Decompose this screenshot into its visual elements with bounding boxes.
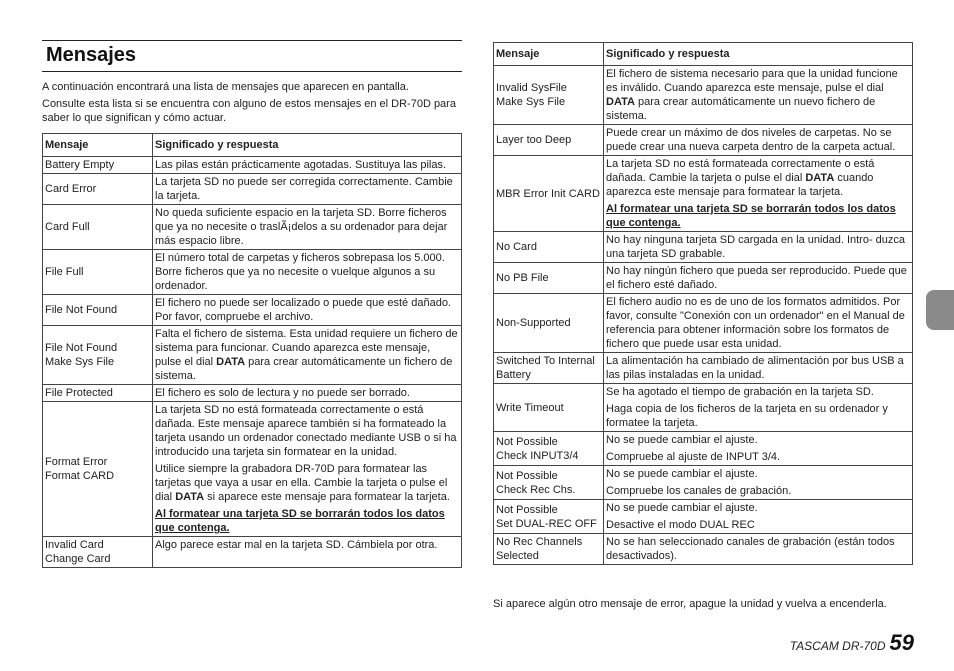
meaning-text: No se puede cambiar el ajuste. [606, 502, 758, 514]
table-row [494, 232, 913, 263]
message-meaning-cell [604, 294, 913, 353]
table-row [43, 157, 462, 174]
meaning-text: Se ha agotado el tiempo de grabación en la tarjeta SD. [606, 386, 874, 398]
meaning-text: si aparece este mensaje para formatear la tarjeta. [204, 491, 450, 503]
meaning-paragraph [155, 386, 459, 400]
meaning-paragraph [155, 206, 459, 248]
message-name-cell [43, 385, 153, 402]
meaning-paragraph [155, 538, 459, 552]
message-name: Not Possible [496, 435, 558, 448]
message-name-cell [494, 156, 604, 232]
table-row [494, 294, 913, 353]
meaning-paragraph [155, 462, 459, 504]
table-header-row [43, 134, 462, 157]
meaning-paragraph [606, 67, 910, 123]
meaning-paragraph [606, 233, 910, 261]
message-name: Check INPUT3/4 [496, 449, 579, 462]
message-name: Invalid SysFile [496, 82, 567, 94]
message-name-cell [494, 66, 604, 125]
table-row [43, 174, 462, 205]
message-name: Switched To Internal [496, 355, 595, 367]
meaning-text: Algo parece estar mal en la tarjeta SD. Cámbiela por otra. [155, 539, 438, 551]
meaning-paragraph [155, 327, 459, 383]
table-row [494, 125, 913, 156]
message-name: Make Sys File [45, 356, 115, 368]
meaning-text: No hay ningún fichero que pueda ser reproducido. Puede que el fichero esté dañado. [606, 265, 907, 291]
meaning-text: para crear automáticamente un fichero de sistema. [155, 356, 453, 382]
meaning-text: La tarjeta SD no está formateada correctamente o está dañada. Este mensaje aparece también si ha formateado la tarjeta usando un ordenador conectado mediante USB o si ha introducido una tarjeta sin formatear en la unidad. [155, 404, 457, 458]
meaning-paragraph [606, 518, 910, 532]
message-name: Make Sys File [496, 96, 566, 108]
message-name: Change Card [45, 553, 111, 565]
table-row [43, 295, 462, 326]
table-row [494, 466, 913, 500]
messages-table-left [42, 133, 462, 568]
message-name: Card Error [45, 183, 97, 195]
table-row [43, 402, 462, 537]
page-number: 59 [889, 630, 914, 655]
header-meaning: Significado y respuesta [604, 43, 913, 66]
meaning-text: No se puede cambiar el ajuste. [606, 468, 758, 480]
table-row [494, 353, 913, 384]
message-name: No PB File [496, 272, 549, 284]
page-footer [790, 630, 914, 656]
message-name-cell [494, 466, 604, 500]
message-name: File Protected [45, 387, 113, 399]
message-name-cell [494, 232, 604, 263]
message-name-cell [43, 174, 153, 205]
message-meaning-cell [153, 250, 462, 295]
meaning-paragraph [155, 296, 459, 324]
header-message: Mensaje [494, 43, 604, 66]
intro-paragraph-2: Consulte esta lista si se encuentra con alguno de estos mensajes en el DR-70D para saber lo que significan y cómo actuar. [42, 98, 456, 124]
message-name: Layer too Deep [496, 134, 572, 146]
table-row [43, 205, 462, 250]
meaning-text: Utilice siempre la grabadora DR-70D para formatear las tarjetas que vaya a usar en ella. Cambie la tarjeta o pulse el dial [155, 463, 448, 503]
message-name-cell [43, 295, 153, 326]
message-meaning-cell [604, 500, 913, 534]
table-row [494, 263, 913, 294]
message-meaning-cell [153, 295, 462, 326]
brand-label: TASCAM DR-70D [789, 639, 886, 653]
message-meaning-cell [604, 66, 913, 125]
meaning-paragraph [606, 157, 910, 199]
message-meaning-cell [604, 125, 913, 156]
message-name: Format CARD [45, 470, 115, 482]
message-name: Battery [496, 369, 531, 381]
meaning-paragraph [606, 467, 910, 481]
table-row [494, 534, 913, 565]
meaning-text: La tarjeta SD no está formateada correctamente o está dañada. Cambie la tarjeta o pulse el dial [606, 158, 875, 184]
message-meaning-cell [604, 384, 913, 432]
message-name: MBR Error Init CARD [496, 187, 600, 200]
message-meaning-cell [604, 156, 913, 232]
table-row [43, 385, 462, 402]
meaning-paragraph [606, 354, 910, 382]
table-row [494, 384, 913, 432]
intro-paragraph-1: A continuación encontrará una lista de mensajes que aparecen en pantalla. [42, 81, 409, 93]
control-name: DATA [805, 172, 835, 184]
meaning-text: El fichero audio no es de uno de los formatos admitidos. Por favor, consulte "Conexión con un ordenador" en el Manual de referencia para obtener información sobre los formatos de fichero que puede usar esta unidad. [606, 296, 905, 350]
message-meaning-cell [153, 385, 462, 402]
message-name: Write Timeout [496, 401, 564, 414]
meaning-text: No queda suficiente espacio en la tarjeta SD. Borre ficheros que ya no necesite o traslÃ¡delos a su ordenador para dejar más espacio libre. [155, 207, 448, 247]
meaning-text: Las pilas están prácticamente agotadas. Sustituya las pilas. [155, 159, 447, 171]
page-title: Mensajes [46, 44, 137, 66]
meaning-paragraph [606, 535, 910, 563]
message-name-cell [43, 205, 153, 250]
message-meaning-cell [604, 466, 913, 500]
message-meaning-cell [153, 205, 462, 250]
meaning-paragraph [155, 175, 459, 203]
meaning-text: Puede crear un máximo de dos niveles de carpetas. No se puede crear una nueva carpeta dentro de la carpeta actual. [606, 127, 896, 153]
warning-text: Al formatear una tarjeta SD se borrarán todos los datos que contenga. [155, 508, 445, 534]
message-name: Not Possible [496, 469, 558, 482]
message-name: File Full [45, 266, 84, 278]
meaning-text: Compruebe los canales de grabación. [606, 485, 792, 497]
table-row [43, 250, 462, 295]
message-meaning-cell [153, 326, 462, 385]
footnote: Si aparece algún otro mensaje de error, apague la unidad y vuelva a encenderla. [493, 598, 887, 610]
message-name: File Not Found [45, 342, 118, 354]
meaning-text: El fichero de sistema necesario para que la unidad funcione es inválido. Cuando aparezca este mensaje, pulse el dial [606, 68, 898, 94]
meaning-text: para crear automáticamente un nuevo fichero de sistema. [606, 96, 876, 122]
message-meaning-cell [153, 402, 462, 537]
message-name: No Rec Channels [496, 536, 583, 548]
message-name-cell [43, 402, 153, 537]
meaning-paragraph [606, 484, 910, 498]
meaning-text: El fichero es solo de lectura y no puede ser borrado. [155, 387, 410, 399]
message-name-cell [494, 263, 604, 294]
messages-table-right [493, 42, 913, 565]
table-row [43, 537, 462, 568]
meaning-text: Haga copia de los ficheros de la tarjeta en su ordenador y formatee la tarjeta. [606, 403, 888, 429]
meaning-text: Falta el fichero de sistema. Esta unidad requiere un fichero de sistema para funcionar. Cuando aparezca este mensaje, pulse el dial [155, 328, 458, 368]
message-name-cell [494, 432, 604, 466]
message-meaning-cell [604, 432, 913, 466]
message-name: Battery Empty [45, 159, 115, 171]
control-name: DATA [175, 491, 205, 503]
meaning-text: La tarjeta SD no puede ser corregida correctamente. Cambie la tarjeta. [155, 176, 453, 202]
meaning-text: No hay ninguna tarjeta SD cargada en la unidad. Intro- duzca una tarjeta SD grabable. [606, 234, 906, 260]
meaning-paragraph [606, 264, 910, 292]
table-row [494, 66, 913, 125]
message-name-cell [494, 125, 604, 156]
message-name: Invalid Card [45, 539, 104, 551]
message-name-cell [494, 353, 604, 384]
meaning-paragraph [606, 202, 910, 230]
message-name-cell [43, 326, 153, 385]
meaning-paragraph [606, 433, 910, 447]
meaning-text: Compruebe al ajuste de INPUT 3/4. [606, 451, 781, 463]
table-row [494, 500, 913, 534]
meaning-paragraph [606, 385, 910, 399]
message-name: Set DUAL-REC OFF [496, 517, 597, 530]
section-header [42, 40, 462, 72]
message-name-cell [43, 157, 153, 174]
meaning-paragraph [606, 126, 910, 154]
meaning-text: La alimentación ha cambiado de alimentación por bus USB a las pilas instaladas en la unidad. [606, 355, 904, 381]
message-name-cell [494, 500, 604, 534]
meaning-paragraph [155, 403, 459, 459]
table-row [494, 432, 913, 466]
message-name-cell [494, 534, 604, 565]
warning-text: Al formatear una tarjeta SD se borrarán todos los datos que contenga. [606, 203, 896, 229]
message-meaning-cell [604, 534, 913, 565]
message-name: Not Possible [496, 503, 558, 516]
message-meaning-cell [153, 157, 462, 174]
meaning-text: No se puede cambiar el ajuste. [606, 434, 758, 446]
message-meaning-cell [604, 232, 913, 263]
table-header-row [494, 43, 913, 66]
meaning-text: El número total de carpetas y ficheros sobrepasa los 5.000. Borre ficheros que ya no necesite o vuelque algunos a su ordenador. [155, 252, 445, 292]
table-row [43, 326, 462, 385]
meaning-text: El fichero no puede ser localizado o puede que esté dañado. Por favor, compruebe el archivo. [155, 297, 451, 323]
message-name-cell [494, 294, 604, 353]
meaning-text: cuando aparezca este mensaje para formatear la tarjeta. [606, 172, 874, 198]
chapter-tab [926, 290, 954, 330]
message-meaning-cell [153, 174, 462, 205]
message-name: Format Error [45, 456, 108, 468]
message-name-cell [43, 250, 153, 295]
message-meaning-cell [604, 353, 913, 384]
meaning-paragraph [155, 251, 459, 293]
meaning-paragraph [606, 450, 910, 464]
message-meaning-cell [153, 537, 462, 568]
meaning-paragraph [155, 158, 459, 172]
meaning-paragraph [606, 402, 910, 430]
message-name-cell [494, 384, 604, 432]
message-name: No Card [496, 241, 537, 253]
meaning-text: No se han seleccionado canales de grabación (están todos desactivados). [606, 536, 895, 562]
message-name: Check Rec Chs. [496, 483, 576, 496]
message-name: Card Full [45, 221, 90, 233]
meaning-text: Desactive el modo DUAL REC [606, 519, 755, 531]
message-name: File Not Found [45, 304, 118, 316]
header-meaning: Significado y respuesta [153, 134, 462, 157]
message-name: Non-Supported [496, 317, 571, 329]
meaning-paragraph [155, 507, 459, 535]
control-name: DATA [216, 356, 246, 368]
control-name: DATA [606, 96, 635, 108]
message-meaning-cell [604, 263, 913, 294]
header-message: Mensaje [43, 134, 153, 157]
table-row [494, 156, 913, 232]
meaning-paragraph [606, 295, 910, 351]
meaning-paragraph [606, 501, 910, 515]
message-name: Selected [496, 550, 539, 562]
message-name-cell [43, 537, 153, 568]
